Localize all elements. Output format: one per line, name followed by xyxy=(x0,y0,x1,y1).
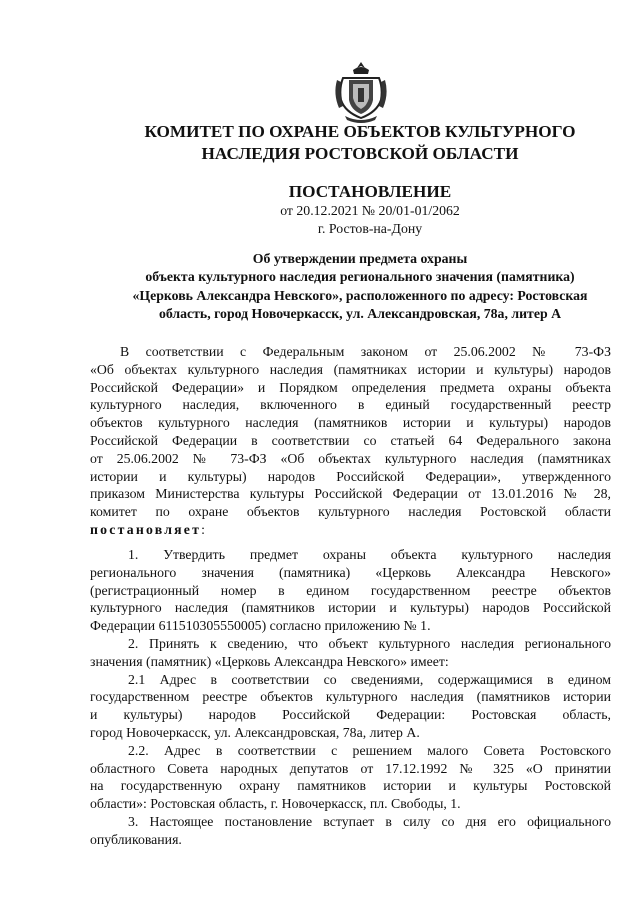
document-date-number: от 20.12.2021 № 20/01-01/2062 xyxy=(280,203,460,218)
subject-line: объекта культурного наследия регионального значения (памятника) xyxy=(145,269,575,285)
item-line: регионального значения (памятника) «Церковь Александра Невского» xyxy=(90,564,611,580)
item-line: 2.2. Адрес в соответствии с решением малого Совета Ростовского xyxy=(128,742,611,758)
preamble-line: Российской Федерации» и Порядком определения предмета охраны объекта xyxy=(90,379,611,395)
item-line: 2. Принять к сведению, что объект культурного наследия регионального xyxy=(128,635,611,651)
item-line: (регистрационный номер в едином государственном реестре объектов xyxy=(90,582,611,598)
preamble-line: приказом Министерства культуры Российской Федерации от 13.01.2016 № 28, xyxy=(90,486,611,502)
preamble-line: «Об объектах культурного наследия (памятниках истории и культуры) народов xyxy=(90,361,611,377)
item-line: 1. Утвердить предмет охраны объекта культурного наследия xyxy=(128,547,611,562)
item-line: значения (памятник) «Церковь Александра Невского» имеет: xyxy=(90,653,449,669)
preamble-line: комитет по охране объектов культурного наследия Ростовской области xyxy=(90,504,611,520)
item-line: 2.1 Адрес в соответствии со сведениями, содержащимися в едином xyxy=(128,671,611,687)
subject-line: область, город Новочеркасск, ул. Александровская, 78а, литер А xyxy=(158,306,562,322)
subject-line: «Церковь Александра Невского», расположенного по адресу: Ростовская xyxy=(132,287,588,303)
committee-name-line-1: КОМИТЕТ ПО ОХРАНЕ ОБЪЕКТОВ КУЛЬТУРНОГО xyxy=(144,122,576,141)
item-line: на государственную охрану памятников истории и культуры Ростовской xyxy=(90,778,611,794)
item-line: 3. Настоящее постановление вступает в силу со дня его официального xyxy=(128,813,611,829)
document-subject xyxy=(80,250,640,324)
preamble-paragraph xyxy=(90,343,611,539)
subject-line: Об утверждении предмета охраны xyxy=(252,251,468,266)
resolves-line xyxy=(90,521,611,539)
resolves-word: постановляет xyxy=(90,521,202,537)
item-line: культурного наследия (памятников истории и культуры) народов Российской xyxy=(90,600,611,616)
item-line: области»: Ростовская область, г. Новочеркасск, пл. Свободы, 1. xyxy=(90,796,461,812)
item-line: город Новочеркасск, ул. Александровская, 78а, литер А. xyxy=(90,724,420,740)
item-line: государственном реестре объектов культурного наследия (памятников истории xyxy=(90,689,611,705)
document-type: ПОСТАНОВЛЕНИЕ xyxy=(288,182,452,201)
preamble-line: Российской Федерации в соответствии со статьей 64 Федерального закона xyxy=(90,432,611,448)
committee-name-line-2: НАСЛЕДИЯ РОСТОВСКОЙ ОБЛАСТИ xyxy=(201,144,519,163)
preamble-line: В соответствии с Федеральным законом от 25.06.2002 № 73-ФЗ xyxy=(120,344,611,359)
resolution-items xyxy=(90,546,611,849)
preamble-line: от 25.06.2002 № 73-ФЗ «Об объектах культурного наследия (памятниках xyxy=(90,450,611,466)
coat-of-arms-icon xyxy=(331,58,391,124)
item-line: опубликования. xyxy=(90,831,182,847)
document-city: г. Ростов-на-Дону xyxy=(317,221,423,236)
resolves-colon: : xyxy=(201,521,205,537)
item-line: Федерации 611510305550005) согласно приложению № 1. xyxy=(90,618,431,634)
item-line: и культуры) народов Российской Федерации: Ростовская область, xyxy=(90,707,611,723)
preamble-line: объектов культурного наследия (памятников истории и культуры) народов xyxy=(90,415,611,431)
preamble-line: истории и культуры) народов Российской Федерации», утвержденного xyxy=(90,468,611,484)
preamble-line: культурного наследия, включенного в единый государственный реестр xyxy=(90,397,611,413)
item-line: областного Совета народных депутатов от 17.12.1992 № 325 «О принятии xyxy=(90,760,611,776)
